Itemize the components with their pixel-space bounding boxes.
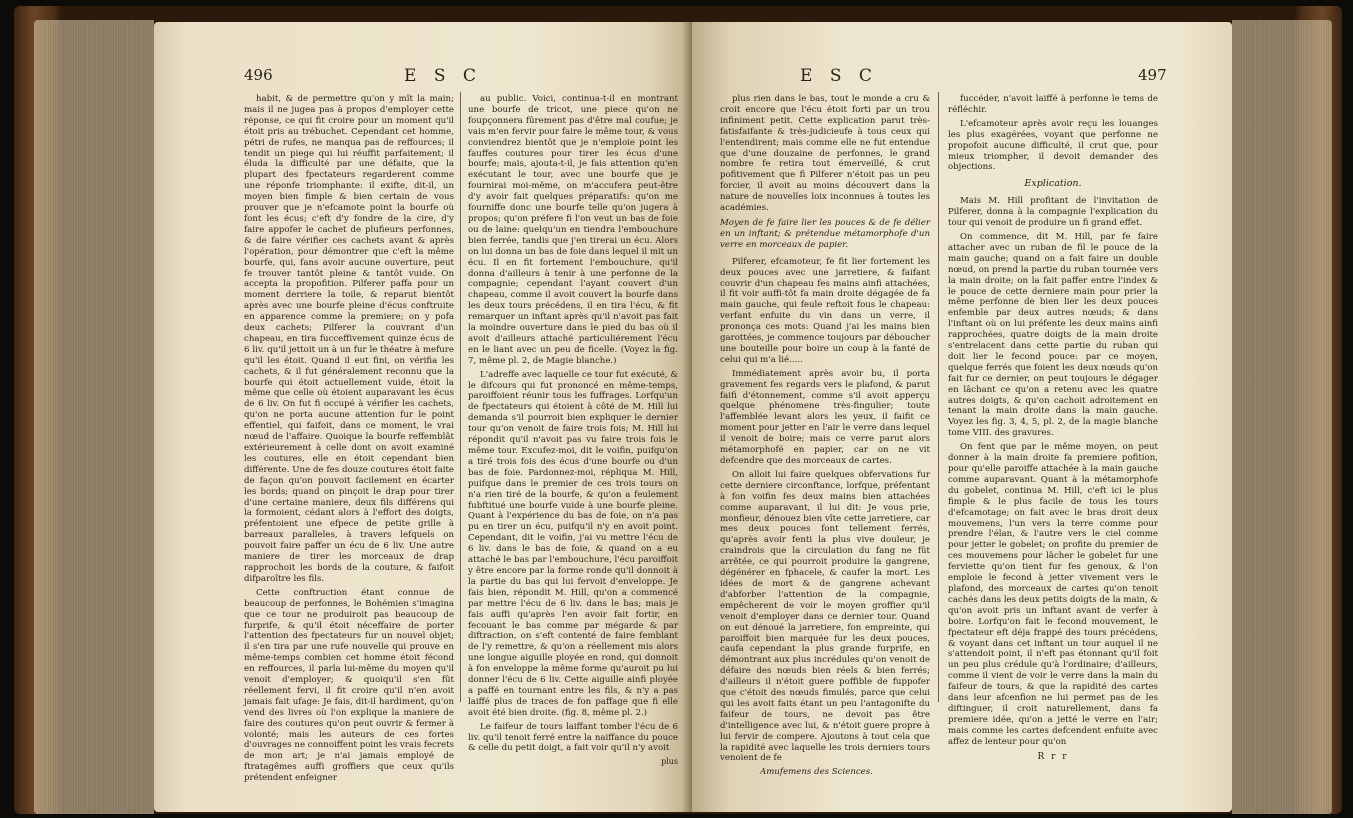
left-page-header bbox=[244, 66, 664, 92]
left-page bbox=[154, 22, 692, 812]
signature-line: Amufemens des Sciences. bbox=[760, 767, 873, 778]
paragraph: Cette conftruction étant connue de beaucoup de perfonnes, le Bohémien s'imagina que ce tour ne produiroit pas beaucoup de furprife, & qu'il étoit néceffaire de porter l'attention des fpectateurs fur un nouvel objet; il s'en tira par une rufe nouvelle qui prouve en même-temps combien cet homme étoit fécond en reffources, il parla lui-même du moyen qu'il venoit d'employer; & quoiqu'il s'en fût réellement fervi, il fit croire qu'il n'en avoit jamais fait ufage: Je fais, dit-il hardiment, qu'on vend des livres où l'on explique la maniere de faire des coutures qu'on peut ouvrir & fermer à volonté; mais les auteurs de ces fortes d'ouvrages ne connoiffent point les vrais fecrets de mon art; je n'ai jamais employé de ftratagêmes auffi groffiers que ceux qu'ils prétendent enfeigner bbox=[244, 587, 454, 784]
section-heading: Explication. bbox=[1024, 178, 1082, 190]
catchword: plus bbox=[661, 757, 678, 767]
paragraph: habit, & de permettre qu'on y mît la main; mais il ne jugea pas à propos d'employer cette réponse, ce qui fit croire pour un moment qu'il étoit pris au trébuchet. Cependant cet homme, pétri de rufes, ne manqua pas de reffources; il tendit un piege qui lui réuffit parfaitement; il éluda la difficulté par une défaite, que la plupart des fpectateurs regarderent comme une réponfe triomphante: il exifte, dit-il, un moyen bien fimple & bien certain de vous prouver que je n'efcamote point la bourfe où font les écus; c'eft d'y fondre de la cire, d'y faire appofer le cachet de plufieurs perfonnes, & de faire vérifier ces cachets avant & après l'opération, pour démontrer que c'eft la même bourfe, qui, fans avoir aucune ouverture, peut fe trouver tantôt pleine & tantôt vuide. On accepta la propofition. Pilferer paffa pour un moment derriere la toile, & reparut bientôt après avec une bourfe pleine d'écus conftruite en apparence comme la premiere; on y pofa deux cachets; Pilferer la couvrant d'un chapeau, en tira fucceffivement quinze écus de 6 liv. qu'il jettoit un à un fur le théatre à mefure qu'il les étoit. Quand il eut fini, on vérifia les cachets, & il fut généralement reconnu que la bourfe qui étoit actuellement vuide, étoit la même que celle où étoient auparavant les écus de 6 liv. On fut fi occupé à vérifier les cachets, qu'on ne porta aucune attention fur le point effentiel, qui faifoit, dans ce moment, le vrai nœud de l'affaire. Quoique la bourfe reffemblât extérieurement à celle dont on avoit examiné les coutures, elle en étoit cependant bien différente. Une de fes douze coutures étoit faite de façon qu'on pouvoit facilement en écarter les bords; quand on pinçoit le drap pour tirer d'une certaine maniere, deux fils différens qui la formoient, cédant alors à l'effort des doigts, préfentoient une efpece de petite grille à barreaux paralleles, à travers lefquels on pouvoit faire paffer un écu de 6 liv. Une autre maniere de tirer les morceaux de drap rapprochoit les bords de la couture, & faifoit difparoître les fils. bbox=[244, 94, 454, 584]
paragraph: Pilferer, efcamoteur, fe fit lier fortement les deux pouces avec une jarretiere, & faifant couvrir d'un chapeau fes mains ainfi attachées, il fit voir auffi-tôt fa main droite dégagée de fa main gauche, qui feule reftoit fous le chapeau: verfant enfuite du vin dans un verre, il prononça ces mots: Quand j'ai les mains bien garottées, je commence toujours par déboucher une bouteille pour boire un coup à la fanté de celui qui m'a lié..... bbox=[720, 256, 930, 365]
left-page-column-1 bbox=[244, 94, 454, 787]
paragraph: Immédiatement après avoir bu, il porta gravement fes regards vers le plafond, & parut faifi d'étonnement, comme s'il avoit apperçu quelque phénomene très-fingulier; toute l'affemblée levant alors les yeux, il faifit ce moment pour jetter en l'air le verre dans lequel il venoit de boire; mais ce verre parut alors métamorphofé en papier, car on ne vit defcendre que des morceaux de cartes. bbox=[720, 368, 930, 466]
left-page-column-2 bbox=[468, 94, 678, 768]
running-head: E S C bbox=[404, 66, 482, 86]
section-heading: Moyen de fe faire lier les pouces & de fe délier en un inftant; & prétendue métamorphofe d'un verre en morceaux de papier. bbox=[720, 217, 930, 250]
paragraph: fuccéder, n'avoit laiffé à perfonne le tems de réfléchir. bbox=[948, 94, 1158, 115]
page-edges-right bbox=[1232, 20, 1332, 814]
paragraph: On alloit lui faire quelques obfervations fur cette derniere circonftance, lorfque, préfentant à fon voifin fes deux mains bien attachées comme auparavant, il lui dit: Je vous prie, monfieur, dénouez bien vîte cette jarretiere, car mes deux pouces font tellement ferrés, qu'après avoir fenti la plus vive douleur, je craindrois que la circulation du fang ne fût arrêtée, ce qui pourroit produire la gangrene, dégénérer en fphacele, & caufer la mort. Les idées de mort & de gangrene achevant d'abforber l'attention de la compagnie, empêcherent de voir le moyen groffier qu'il venoit d'employer dans ce dernier tour. Quand on eut dénoué la jarretiere, fon empreinte, qui paroiffoit bien marquée fur les deux pouces, caufa cependant la plus grande furprife, en démontrant aux plus incrédules qu'on venoit de défaire des nœuds bien réels & bien ferrés; d'ailleurs il n'étoit guere poffible de fuppofer que c'étoit des nœuds fimulés, parce que celui qui les avoit faits étant un peu l'antagonifte du faifeur de tours, ne devoit pas être d'intelligence avec lui, & n'étoit guere propre à lui fervir de compere. Ajoutons à tout cela que la rapidité avec laquelle les trois derniers tours venoient de fe bbox=[720, 469, 930, 764]
paragraph: L'efcamoteur après avoir reçu les louanges les plus exagérées, voyant que perfonne ne propofoit aucune difficulté, il crut que, pour mieux triompher, il devoit demander des objections. bbox=[948, 118, 1158, 173]
right-page-column-2 bbox=[948, 94, 1158, 762]
book-spread bbox=[14, 6, 1342, 814]
right-page bbox=[692, 22, 1232, 812]
paragraph: au public. Voici, continua-t-il en montrant une bourfe de tricot, une piece qu'on ne foupçonnera fûrement pas d'être mal coufue; je vais m'en fervir pour faire le même tour, & vous conviendrez bientôt que je n'emploie point les fauffes coutures pour tirer les écus d'une bourfe; mais, ajouta-t-il, je fais attention qu'en exécutant le tour, avec une bourfe que je fournirai moi-même, on m'accufera peut-être d'y avoir fait quelques préparatifs: qu'on me fourniffe donc une bourfe telle qu'on jugera à propos; qu'on préfere fi l'on veut un bas de foie ou de laine: quelqu'un en tiendra l'embouchure bien ferrée, tandis que j'en tirerai un écu. Alors on lui donna un bas de foie dans lequel il mit un écu. Il en fit fortement l'embouchure, qu'il donna d'ailleurs à tenir à une perfonne de la compagnie; cependant l'ayant couvert d'un chapeau, comme il avoit couvert la bourfe dans les deux tours précédens, il en tira l'écu, & fit remarquer un inftant après qu'il n'avoit pas fait la moindre ouverture dans le pied du bas où il avoit d'ailleurs attaché particuliérement l'écu en le liant avec un peu de ficelle. (Voyez la fig. 7, même pl. 2, de Magie blanche.) bbox=[468, 94, 678, 366]
column-rule bbox=[938, 92, 939, 702]
page-edges-left bbox=[34, 20, 154, 814]
right-page-header bbox=[720, 66, 1167, 92]
paragraph: On fent que par le même moyen, on peut donner à la main droite fa premiere pofition, pour qu'elle paroiffe attachée à la main gauche comme auparavant. Quant à la métamorphofe du gobelet, continua M. Hill, c'eft ici le plus fimple & le plus facile de tous les tours d'efcamotage; on fait avec le bras droit deux mouvemens, l'un vers la terre comme pour prendre l'élan, & l'autre vers le ciel comme pour jetter le gobelet; on profite du premier de ces mouvemens pour lâcher le gobelet fur une ferviette qu'on tient fur fes genoux, & l'on emploie le fecond à jetter vivement vers le plafond, des morceaux de cartes qu'on tenoit cachés dans les deux petits doigts de la main, & qu'on avoit pris un inftant avant de verfer à boire. Lorfqu'on fait le fecond mouvement, le fpectateur eft déja frappé des tours précédens, & voyant dans cet inftant un tour auquel il ne s'attendoit point, il n'eft pas étonnant qu'il foit un peu plus crédule qu'à l'ordinaire; d'ailleurs, comme il vient de voir le verre dans la main du faifeur de tours, & que la rapidité des cartes dans leur afcenfion ne lui permet pas de les diftinguer, il croit naturellement, dans fa premiere idée, qu'on a jetté le verre en l'air; mais comme les cartes defcendent enfuite avec affez de lenteur pour qu'on bbox=[948, 442, 1158, 747]
paragraph: plus rien dans le bas, tout le monde a cru & croit encore que l'écu étoit forti par un trou infiniment petit. Cette explication parut très-fatisfaifante & très-judicieufe à tous ceux qui l'entendirent; mais comme elle ne fut entendue que d'une douzaine de perfonnes, le grand nombre fe retira tout émerveillé, & crut pofitivement que fi Pilferer n'étoit pas un peu forcier, il avoit au moins découvert dans la nature de nouvelles loix inconnues à toutes les académies. bbox=[720, 94, 930, 214]
signature-mark: R r r bbox=[1037, 751, 1069, 762]
column-rule bbox=[460, 92, 461, 702]
paragraph: L'adreffe avec laquelle ce tour fut exécuté, & le difcours qui fut prononcé en même-temps, paroiffoient réunir tous les fuffrages. Lorfqu'un de fpectateurs qui étoient à côté de M. Hill lui demanda s'il pourroit bien expliquer le dernier tour qu'on venoit de faire trois fois; M. Hill lui répondit qu'il n'avoit pas vu faire trois fois le même tour. Excufez-moi, dit le voifin, puifqu'on a tiré trois fois des écus d'une bourfe ou d'un bas de foie. Pardonnez-moi, répliqua M. Hill, puifque dans le premier de ces trois tours on n'a rien tiré de la bourfe, & qu'on a feulement fubftitué une bourfe vuide à une bourfe pleine. Quant à l'expérience du bas de foie, on n'a pas pu en tirer un écu, puifqu'il n'y en avoit point. Cependant, dit le voifin, j'ai vu mettre l'écu de 6 liv. dans le bas de foie, & quand on a eu attaché le bas par l'embouchure, l'écu paroiffoit y être encore par la forme ronde qu'il donnoit à la partie du bas qui lui fervoit d'enveloppe. Je fais bien, répondit M. Hill, qu'on a commencé par mettre l'écu de 6 liv. dans le bas; mais je fais auffi qu'après l'en avoir fait fortir, en fecouant le bas comme par mégarde & par diftraction, on s'eft contenté de faire femblant de l'y remettre, & qu'on a réellement mis alors une longue aiguille ployée en rond, qui donnoit à fon enveloppe la même forme qu'auroit pu lui donner l'écu de 6 liv. Cette aiguille ainfi ployée a paffé en tournant entre les fils, & n'y a pas laiffé plus de traces de fon paffage que fi elle avoit été bien droite. (fig. 8, même pl. 2.) bbox=[468, 369, 678, 718]
page-number: 497 bbox=[1138, 66, 1167, 84]
right-page-column-1 bbox=[720, 94, 930, 781]
page-number: 496 bbox=[244, 66, 273, 84]
paragraph: On commence, dit M. Hill, par fe faire attacher avec un ruban de fil le pouce de la main gauche; quand on a fait faire un double nœud, on prend la partie du ruban tournée vers la main droite; on la fait paffer entre l'index & le pouce de cette derniere main pour prier la même perfonne de bien lier les deux pouces enfemble par deux autres nœuds; & dans l'inftant où on lui préfente les deux mains ainfi rapprochées, quatre doigts de la main droite s'entrelacent dans cette partie du ruban qui doit lier le fecond pouce: par ce moyen, quelque ferrés que foient les deux nœuds qu'on fait fur ce dernier, on peut toujours le dégager en lâchant ce qu'on a retenu avec les quatre autres doigts, & qu'on cachoit adroitement en tenant la main droite dans la main gauche. Voyez les fig. 3, 4, 5, pl. 2, de la magie blanche tome VIII. des gravures. bbox=[948, 231, 1158, 439]
running-head: E S C bbox=[800, 66, 878, 86]
paragraph: Le faifeur de tours laiffant tomber l'écu de 6 liv. qu'il tenoit ferré entre la naiffance du pouce & celle du petit doigt, a fait voir qu'il n'y avoit bbox=[468, 721, 678, 754]
paragraph: Mais M. Hill profitant de l'invitation de Pilferer, donna à la compagnie l'explication du tour qui venoit de produire un fi grand effet. bbox=[948, 196, 1158, 229]
